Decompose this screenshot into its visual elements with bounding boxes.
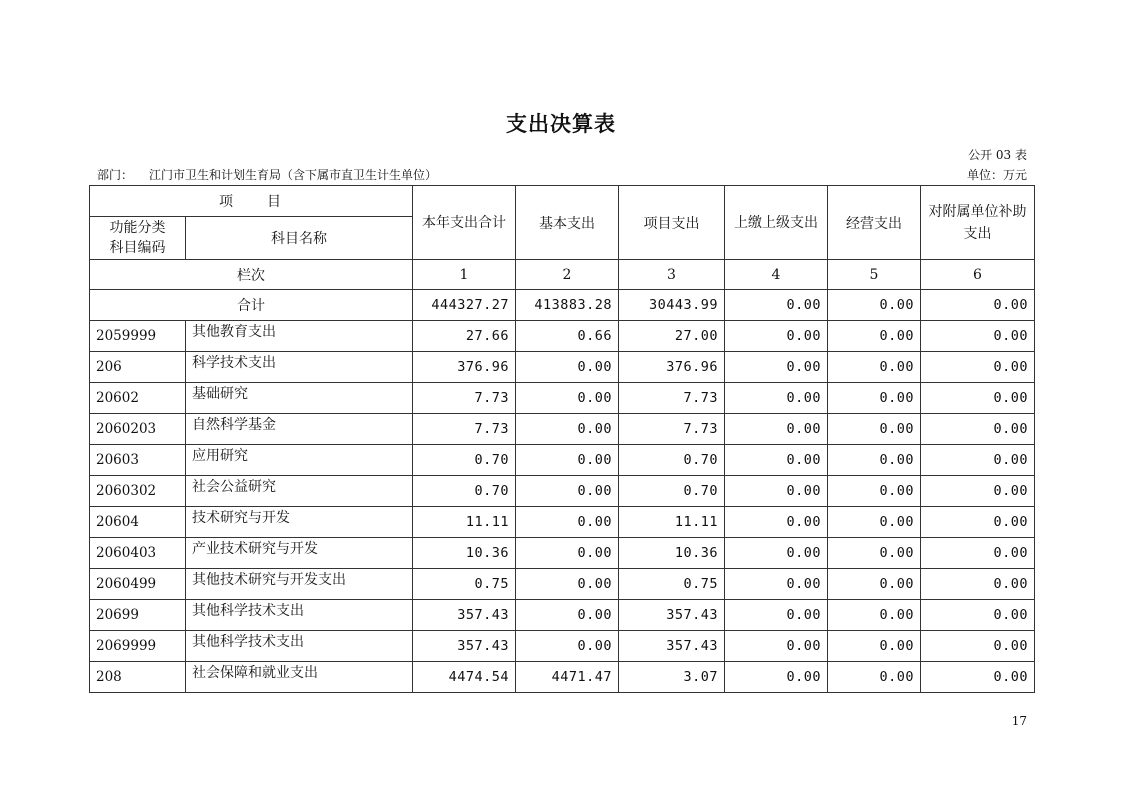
subject-name-cell: 自然科学基金 bbox=[186, 414, 413, 445]
func-code-cell: 206 bbox=[90, 352, 186, 383]
value-cell: 0.00 bbox=[828, 507, 921, 538]
value-cell: 0.70 bbox=[413, 476, 516, 507]
table-row bbox=[90, 383, 1035, 414]
value-cell: 0.00 bbox=[516, 538, 619, 569]
header-subject-name: 科目名称 bbox=[186, 217, 413, 260]
value-cell: 0.00 bbox=[725, 507, 828, 538]
total-cell: 0.00 bbox=[828, 290, 921, 321]
value-cell: 0.00 bbox=[516, 569, 619, 600]
table-row bbox=[90, 352, 1035, 383]
value-cell: 0.00 bbox=[725, 538, 828, 569]
value-cell: 376.96 bbox=[413, 352, 516, 383]
subject-name-cell: 产业技术研究与开发 bbox=[186, 538, 413, 569]
value-cell: 0.00 bbox=[516, 383, 619, 414]
value-cell: 0.66 bbox=[516, 321, 619, 352]
value-cell: 7.73 bbox=[413, 414, 516, 445]
func-code-cell: 20603 bbox=[90, 445, 186, 476]
column-number: 6 bbox=[921, 260, 1035, 290]
subject-name-cell: 基础研究 bbox=[186, 383, 413, 414]
value-cell: 0.00 bbox=[921, 631, 1035, 662]
header-func-code: 功能分类 科目编码 bbox=[90, 217, 186, 260]
value-cell: 0.00 bbox=[921, 507, 1035, 538]
value-cell: 3.07 bbox=[619, 662, 725, 693]
value-cell: 0.00 bbox=[828, 569, 921, 600]
value-cell: 0.00 bbox=[921, 662, 1035, 693]
subject-name-cell: 其他技术研究与开发支出 bbox=[186, 569, 413, 600]
total-cell: 444327.27 bbox=[413, 290, 516, 321]
header-col3: 项目支出 bbox=[619, 186, 725, 260]
func-code-cell: 2069999 bbox=[90, 631, 186, 662]
value-cell: 0.00 bbox=[828, 445, 921, 476]
value-cell: 0.00 bbox=[725, 414, 828, 445]
header-col6: 对附属单位补助支出 bbox=[921, 186, 1035, 260]
value-cell: 0.00 bbox=[725, 445, 828, 476]
column-number: 1 bbox=[413, 260, 516, 290]
value-cell: 0.00 bbox=[828, 476, 921, 507]
value-cell: 0.00 bbox=[828, 321, 921, 352]
table-row bbox=[90, 569, 1035, 600]
table-row bbox=[90, 538, 1035, 569]
value-cell: 0.70 bbox=[413, 445, 516, 476]
value-cell: 0.00 bbox=[516, 476, 619, 507]
value-cell: 4474.54 bbox=[413, 662, 516, 693]
total-cell: 30443.99 bbox=[619, 290, 725, 321]
value-cell: 0.00 bbox=[828, 414, 921, 445]
value-cell: 0.00 bbox=[725, 352, 828, 383]
value-cell: 0.70 bbox=[619, 445, 725, 476]
table-row bbox=[90, 445, 1035, 476]
header-col2: 基本支出 bbox=[516, 186, 619, 260]
expenditure-table bbox=[89, 185, 1035, 693]
value-cell: 10.36 bbox=[413, 538, 516, 569]
value-cell: 357.43 bbox=[619, 600, 725, 631]
value-cell: 0.00 bbox=[828, 600, 921, 631]
table-row bbox=[90, 600, 1035, 631]
value-cell: 0.00 bbox=[725, 631, 828, 662]
value-cell: 0.00 bbox=[725, 662, 828, 693]
department-name: 江门市卫生和计划生育局（含下属市直卫生计生单位） bbox=[149, 168, 438, 182]
value-cell: 0.00 bbox=[725, 569, 828, 600]
total-cell: 0.00 bbox=[921, 290, 1035, 321]
header-col4: 上缴上级支出 bbox=[725, 186, 828, 260]
column-number: 4 bbox=[725, 260, 828, 290]
header-col5: 经营支出 bbox=[828, 186, 921, 260]
table-row bbox=[90, 414, 1035, 445]
value-cell: 0.00 bbox=[516, 445, 619, 476]
value-cell: 0.00 bbox=[828, 631, 921, 662]
column-number: 2 bbox=[516, 260, 619, 290]
page-number: 17 bbox=[1011, 714, 1027, 728]
column-number-row bbox=[90, 260, 1035, 290]
value-cell: 0.00 bbox=[516, 507, 619, 538]
value-cell: 0.00 bbox=[828, 538, 921, 569]
form-number: 公开 03 表 bbox=[968, 148, 1027, 162]
value-cell: 357.43 bbox=[413, 631, 516, 662]
value-cell: 0.00 bbox=[725, 383, 828, 414]
value-cell: 0.00 bbox=[725, 321, 828, 352]
value-cell: 0.00 bbox=[921, 414, 1035, 445]
value-cell: 357.43 bbox=[413, 600, 516, 631]
subject-name-cell: 其他科学技术支出 bbox=[186, 600, 413, 631]
func-code-cell: 20604 bbox=[90, 507, 186, 538]
subject-name-cell: 技术研究与开发 bbox=[186, 507, 413, 538]
func-code-cell: 2060499 bbox=[90, 569, 186, 600]
value-cell: 0.00 bbox=[921, 569, 1035, 600]
table-row bbox=[90, 476, 1035, 507]
column-number: 5 bbox=[828, 260, 921, 290]
value-cell: 357.43 bbox=[619, 631, 725, 662]
table-row bbox=[90, 662, 1035, 693]
value-cell: 0.00 bbox=[828, 662, 921, 693]
unit-label: 单位：万元 bbox=[966, 168, 1027, 182]
value-cell: 0.00 bbox=[516, 352, 619, 383]
table-row bbox=[90, 507, 1035, 538]
department-line bbox=[97, 166, 437, 183]
department-label: 部门： bbox=[97, 168, 134, 182]
subject-name-cell: 应用研究 bbox=[186, 445, 413, 476]
value-cell: 0.75 bbox=[413, 569, 516, 600]
subject-name-cell: 社会公益研究 bbox=[186, 476, 413, 507]
value-cell: 0.00 bbox=[921, 383, 1035, 414]
value-cell: 10.36 bbox=[619, 538, 725, 569]
value-cell: 0.00 bbox=[921, 445, 1035, 476]
value-cell: 11.11 bbox=[413, 507, 516, 538]
value-cell: 7.73 bbox=[413, 383, 516, 414]
value-cell: 0.00 bbox=[516, 631, 619, 662]
subject-name-cell: 社会保障和就业支出 bbox=[186, 662, 413, 693]
value-cell: 0.00 bbox=[516, 414, 619, 445]
total-cell: 413883.28 bbox=[516, 290, 619, 321]
table-row bbox=[90, 321, 1035, 352]
value-cell: 7.73 bbox=[619, 383, 725, 414]
header-item: 项 目 bbox=[90, 186, 413, 217]
value-cell: 0.00 bbox=[516, 600, 619, 631]
table-row bbox=[90, 631, 1035, 662]
value-cell: 0.00 bbox=[828, 352, 921, 383]
total-label: 合计 bbox=[90, 290, 413, 321]
value-cell: 0.00 bbox=[725, 600, 828, 631]
header-row-top bbox=[90, 186, 1035, 217]
value-cell: 7.73 bbox=[619, 414, 725, 445]
value-cell: 0.00 bbox=[921, 476, 1035, 507]
value-cell: 0.00 bbox=[828, 383, 921, 414]
page-title: 支出决算表 bbox=[506, 111, 616, 136]
func-code-cell: 208 bbox=[90, 662, 186, 693]
func-code-cell: 2060302 bbox=[90, 476, 186, 507]
func-code-cell: 2059999 bbox=[90, 321, 186, 352]
value-cell: 0.00 bbox=[921, 538, 1035, 569]
value-cell: 0.00 bbox=[921, 352, 1035, 383]
subject-name-cell: 其他教育支出 bbox=[186, 321, 413, 352]
func-code-cell: 2060403 bbox=[90, 538, 186, 569]
value-cell: 0.75 bbox=[619, 569, 725, 600]
value-cell: 0.00 bbox=[921, 321, 1035, 352]
value-cell: 0.00 bbox=[725, 476, 828, 507]
subject-name-cell: 其他科学技术支出 bbox=[186, 631, 413, 662]
subject-name-cell: 科学技术支出 bbox=[186, 352, 413, 383]
column-number-label: 栏次 bbox=[90, 260, 413, 290]
value-cell: 0.00 bbox=[921, 600, 1035, 631]
value-cell: 11.11 bbox=[619, 507, 725, 538]
func-code-cell: 2060203 bbox=[90, 414, 186, 445]
func-code-cell: 20602 bbox=[90, 383, 186, 414]
total-cell: 0.00 bbox=[725, 290, 828, 321]
total-row bbox=[90, 290, 1035, 321]
value-cell: 376.96 bbox=[619, 352, 725, 383]
value-cell: 27.66 bbox=[413, 321, 516, 352]
value-cell: 27.00 bbox=[619, 321, 725, 352]
value-cell: 4471.47 bbox=[516, 662, 619, 693]
func-code-cell: 20699 bbox=[90, 600, 186, 631]
value-cell: 0.70 bbox=[619, 476, 725, 507]
column-number: 3 bbox=[619, 260, 725, 290]
header-col1: 本年支出合计 bbox=[413, 186, 516, 260]
